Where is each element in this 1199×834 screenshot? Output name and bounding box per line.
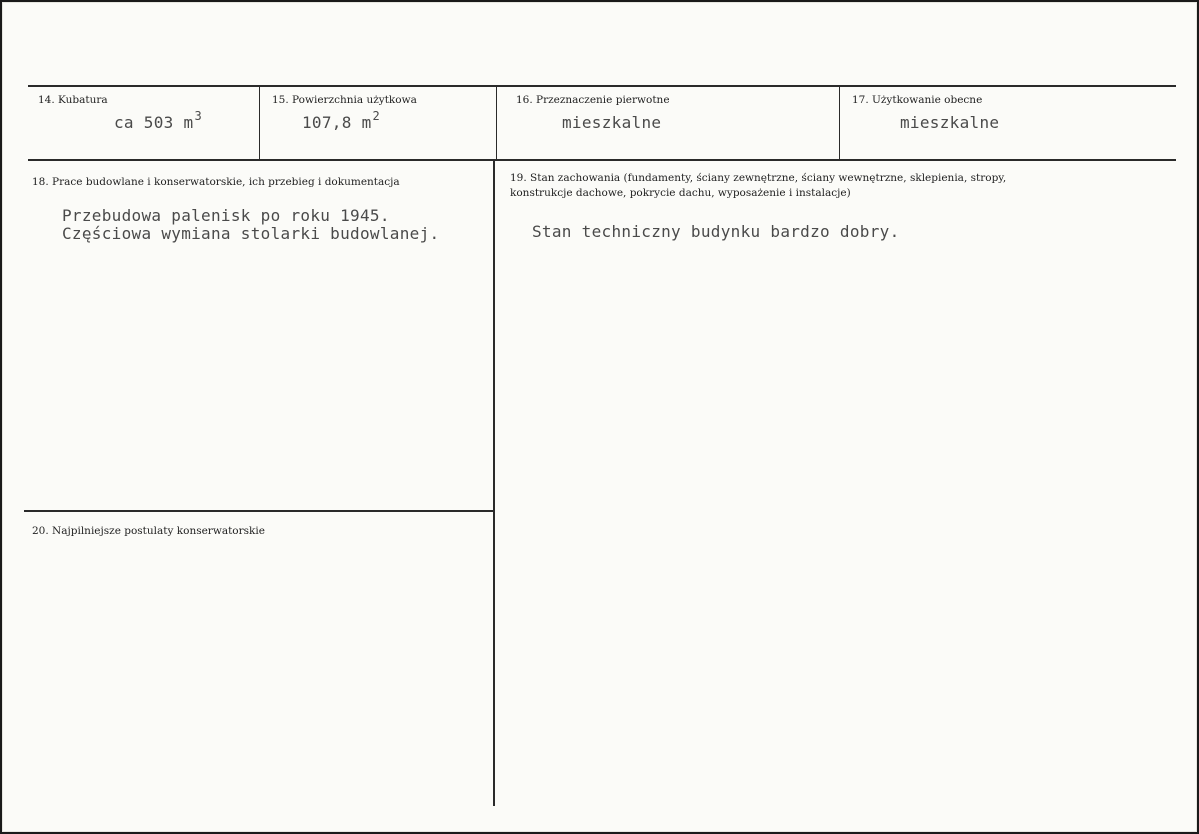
top-rule — [28, 85, 1176, 87]
field-14-label: 14. Kubatura — [38, 94, 108, 106]
divider-15-16 — [496, 86, 497, 160]
field-15-value-text: 107,8 m — [302, 113, 372, 132]
field-15-unit-superscript: 2 — [372, 109, 381, 123]
mid-rule — [28, 159, 1176, 161]
field-19-label-line-2: konstrukcje dachowe, pokrycie dachu, wyposażenie i instalacje) — [510, 187, 851, 199]
center-vertical-rule — [493, 160, 495, 806]
field-18-line-2: Częściowa wymiana stolarki budowlanej. — [62, 224, 440, 243]
field-16-value: mieszkalne — [562, 113, 662, 132]
field-17-label: 17. Użytkowanie obecne — [852, 94, 983, 106]
record-card — [2, 2, 1197, 832]
field-14-value — [114, 109, 202, 133]
divider-16-17 — [839, 86, 840, 160]
field-14-value-text: ca 503 m — [114, 113, 194, 132]
field-18-line-1: Przebudowa palenisk po roku 1945. — [62, 206, 390, 225]
field-18-label: 18. Prace budowlane i konserwatorskie, ich przebieg i dokumentacja — [32, 176, 400, 188]
rule-18-20 — [24, 510, 494, 512]
field-15-label: 15. Powierzchnia użytkowa — [272, 94, 417, 106]
field-19-label-line-1: 19. Stan zachowania (fundamenty, ściany zewnętrzne, ściany wewnętrzne, sklepienia, stropy, — [510, 172, 1007, 184]
divider-14-15 — [259, 86, 260, 160]
field-16-label: 16. Przeznaczenie pierwotne — [516, 94, 670, 106]
field-19-value: Stan techniczny budynku bardzo dobry. — [532, 222, 900, 241]
field-20-label: 20. Najpilniejsze postulaty konserwatorskie — [32, 525, 265, 537]
field-17-value: mieszkalne — [900, 113, 1000, 132]
field-15-value — [302, 109, 381, 133]
field-14-unit-superscript: 3 — [194, 109, 202, 123]
